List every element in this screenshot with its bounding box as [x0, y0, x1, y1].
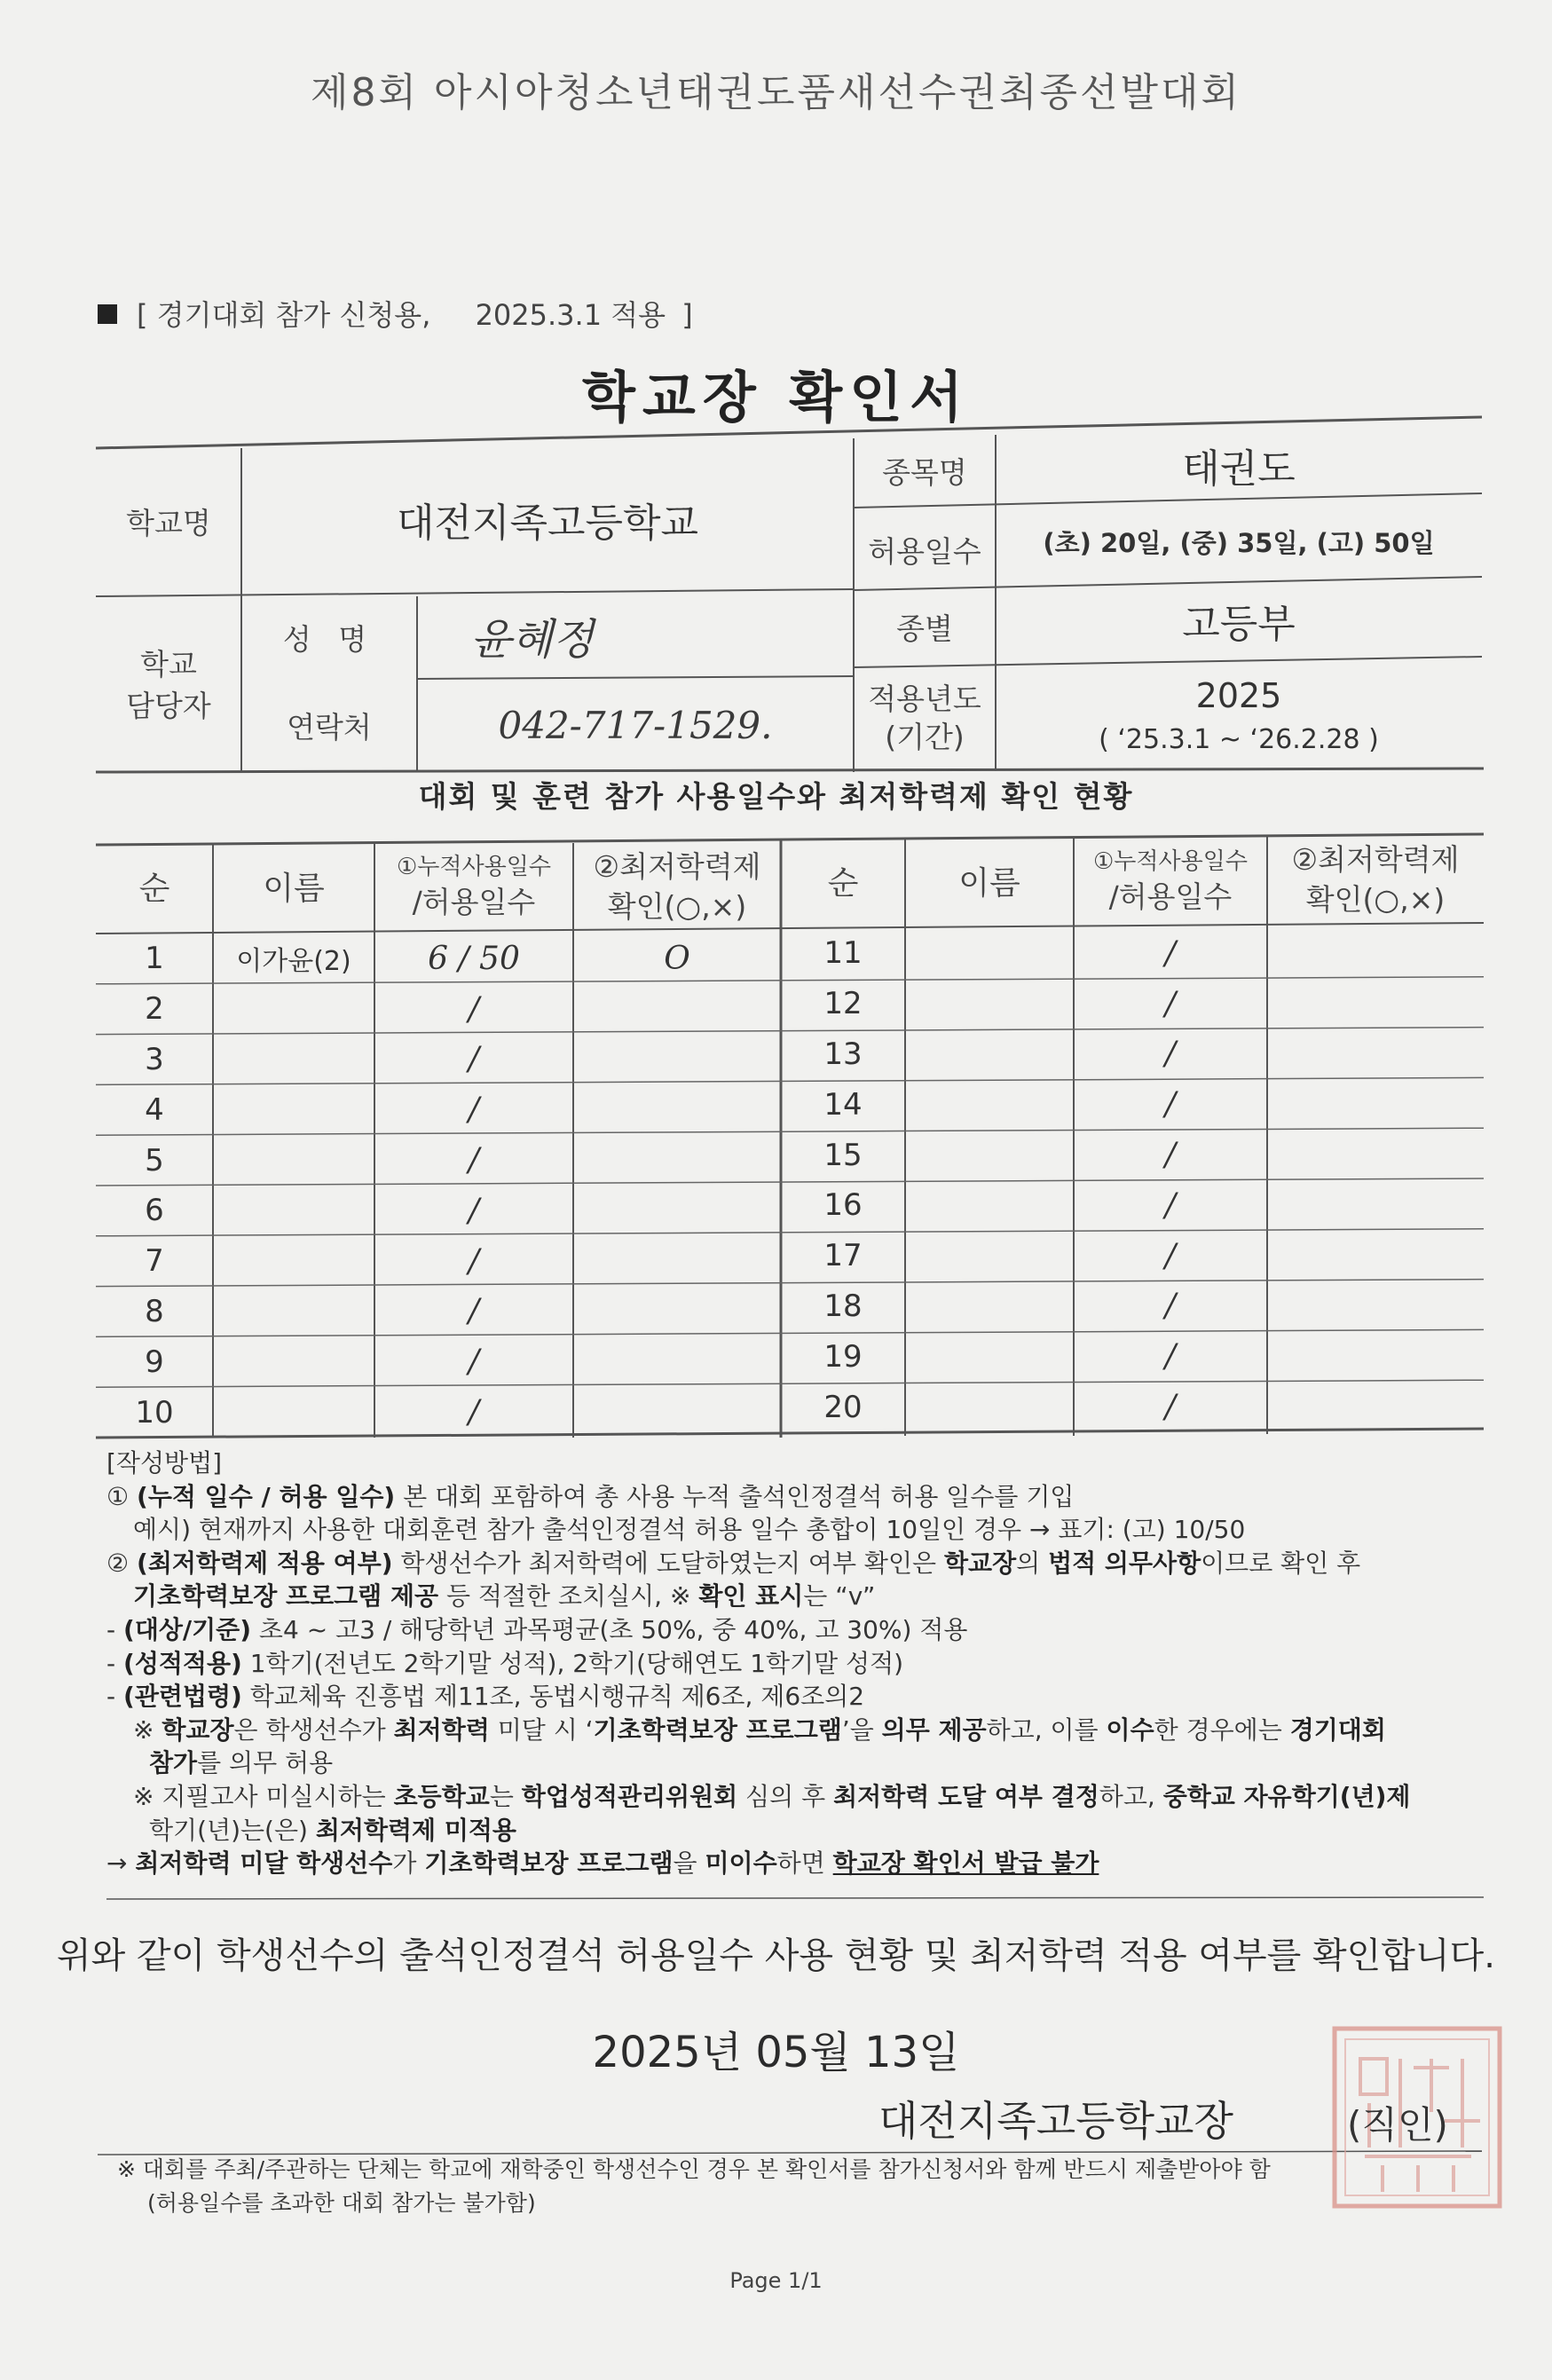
col-header-name-right: 이름 [958, 864, 1020, 902]
row-student-name [213, 1236, 374, 1287]
row-min-achievement [573, 1336, 781, 1387]
form-note-prefix: [ 경기대회 참가 신청용, [137, 298, 431, 332]
row-min-achievement [1267, 1382, 1484, 1432]
row-number: 10 [135, 1394, 174, 1430]
row-number: 2 [145, 991, 164, 1028]
row-student-name [213, 1035, 374, 1085]
row-number: 13 [823, 1036, 863, 1072]
row-student-name [213, 1387, 374, 1438]
row-number: 11 [823, 935, 863, 972]
row-min-achievement [573, 984, 781, 1035]
school-manager-label-line2: 담당자 [126, 689, 211, 723]
col-header-no-right: 순 [827, 864, 859, 902]
row-number: 4 [145, 1091, 164, 1128]
footnote [117, 2153, 1271, 2219]
col-header-min-left-line1: ②최저학력제 [593, 849, 761, 885]
row-min-achievement [573, 1236, 781, 1287]
event-value: 태권도 [1182, 446, 1296, 492]
row-number: 15 [823, 1137, 863, 1173]
row-days-used: / [468, 990, 480, 1028]
row-days-used: / [1164, 985, 1177, 1022]
row-number: 5 [145, 1142, 164, 1178]
row-student-name [905, 1281, 1074, 1332]
document-title: 학교장 확인서 [582, 365, 970, 430]
row-student-name [213, 1084, 374, 1135]
row-student-name [905, 928, 1074, 979]
competition-title: 제8회 아시아청소년태권도품새선수권최종선발대회 [310, 70, 1242, 115]
instructions-line-4: 기초학력보장 프로그램 제공 등 적절한 조치실시, ※ 확인 표시는 “v” [133, 1581, 876, 1612]
row-days-used: / [1164, 1389, 1177, 1426]
row-student-name [905, 1180, 1074, 1231]
row-number: 17 [823, 1238, 863, 1274]
division-value: 고등부 [1182, 602, 1296, 647]
instructions-line-8: ※ 학교장은 학생선수가 최저학력 미달 시 ‘기초학력보장 프로그램’을 의무 제공하고, 이를 이수한 경우에는 경기대회 [133, 1714, 1386, 1745]
instructions-line-12: → 최저학력 미달 학생선수가 기초학력보장 프로그램을 미이수하면 학교장 확인서 발급 불가 [106, 1848, 1099, 1879]
col-header-no-left: 순 [138, 870, 170, 907]
applicable-period: ( ‘25.3.1 ~ ‘26.2.28 ) [1099, 723, 1379, 755]
row-student-name [905, 1231, 1074, 1281]
applicable-year: 2025 [1195, 675, 1282, 715]
row-min-achievement [573, 1387, 781, 1438]
school-name-value: 대전지족고등학교 [396, 500, 699, 546]
principal-title: 대전지족고등학교장 [878, 2097, 1233, 2145]
row-student-name [905, 1079, 1074, 1130]
row-student-name [213, 1135, 374, 1186]
manager-name-value: 윤혜정 [470, 614, 595, 665]
col-header-min-right-line1: ②최저학력제 [1291, 842, 1460, 878]
row-student-name [213, 1287, 374, 1337]
col-header-days-left-line1: ①누적사용일수 [396, 854, 551, 881]
manager-name-label: 성 명 [282, 621, 376, 657]
row-number: 19 [823, 1338, 863, 1375]
footnote-line-1: ※ 대회를 주최/주관하는 단체는 학교에 재학중인 학생선수인 경우 본 확인서를 참가신청서와 함께 반드시 제출받아야 함 [117, 2156, 1271, 2182]
seal-label: (직인) [1347, 2103, 1448, 2147]
instructions-line-6: - (성적적용) 1학기(전년도 2학기말 성적), 2학기(당해연도 1학기말 성적) [106, 1648, 904, 1678]
allowed-days-value: (초) 20일, (중) 35일, (고) 50일 [1043, 527, 1435, 558]
confirmation-statement: 위와 같이 학생선수의 출석인정결석 허용일수 사용 현황 및 최저학력 적용 여부를 확인합니다. [57, 1935, 1495, 1976]
row-days-used: / [468, 1394, 480, 1431]
row-days-used: / [468, 1192, 480, 1229]
division-label: 종별 [896, 611, 953, 646]
row-student-name [905, 1331, 1074, 1382]
writing-instructions [106, 1448, 1491, 1882]
allowed-days-label: 허용일수 [868, 533, 981, 569]
row-days-used: / [468, 1041, 480, 1078]
row-min-achievement [573, 1186, 781, 1236]
row-days-used: / [1164, 1338, 1177, 1375]
row-min-achievement [1267, 1180, 1484, 1231]
instructions-line-5: - (대상/기준) 초4 ~ 고3 / 해당학년 과목평균(초 50%, 중 40%, 고 30%) 적용 [106, 1614, 968, 1644]
row-number: 1 [145, 941, 164, 977]
contact-label: 연락처 [287, 709, 372, 745]
instructions-line-3: ② (최저학력제 적용 여부) 학생선수가 최저학력에 도달하였는지 여부 확인은 학교장의 법적 의무사항이므로 확인 후 [106, 1548, 1361, 1578]
col-header-min-left-line2: 확인(○,×) [607, 889, 747, 924]
row-days-used: / [1164, 1186, 1177, 1224]
row-number: 3 [145, 1041, 164, 1077]
row-student-name [213, 1186, 374, 1236]
row-days-used: / [1164, 934, 1177, 972]
applicable-year-value [996, 664, 1482, 767]
row-days-used: / [468, 1293, 480, 1330]
col-header-name-left: 이름 [263, 870, 325, 907]
row-min-achievement [573, 1135, 781, 1186]
row-min-achievement: O [664, 940, 690, 977]
applicable-year-label [854, 669, 996, 768]
applicable-year-label-line1: 적용년도 [868, 682, 981, 717]
row-min-achievement [573, 1084, 781, 1135]
row-number: 14 [823, 1086, 863, 1123]
row-min-achievement [1267, 1029, 1484, 1080]
event-label: 종목명 [882, 454, 967, 490]
row-number: 8 [145, 1293, 164, 1329]
section-title: 대회 및 훈련 참가 사용일수와 최저학력제 확인 현황 [418, 779, 1134, 814]
instructions-line-10: ※ 지필고사 미실시하는 초등학교는 학업성적관리위원회 심의 후 최저학력 도달 여부 결정하고, 중학교 자유학기(년)제 [133, 1781, 1411, 1811]
col-header-min-right [1267, 836, 1484, 925]
col-header-min-left [573, 843, 781, 932]
row-min-achievement [1267, 1281, 1484, 1332]
row-days-used: / [1164, 1036, 1177, 1073]
row-days-used: / [1164, 1288, 1177, 1325]
row-min-achievement [1267, 928, 1484, 979]
instructions-heading: [작성방법] [106, 1448, 223, 1478]
form-note-suffix: ] [681, 298, 693, 332]
col-header-days-left [374, 843, 573, 932]
row-min-achievement [573, 1035, 781, 1085]
row-number: 7 [145, 1243, 164, 1280]
row-number: 12 [823, 986, 863, 1022]
school-manager-label-line1: 학교 [140, 647, 197, 682]
instructions-line-1: ① (누적 일수 / 허용 일수) 본 대회 포함하여 총 사용 누적 출석인정결석 허용 일수를 기입 [106, 1481, 1075, 1511]
applicable-year-label-line2: (기간) [885, 720, 965, 754]
contact-value: 042-717-1529. [498, 703, 773, 747]
row-min-achievement [573, 1287, 781, 1337]
row-min-achievement [1267, 1231, 1484, 1281]
row-days-used: / [1164, 1137, 1177, 1174]
instructions-line-9: 참가를 의무 허용 [149, 1748, 334, 1778]
col-header-days-left-line2: /허용일수 [412, 885, 536, 920]
row-student-name [905, 979, 1074, 1029]
row-days-used: / [468, 1091, 480, 1129]
row-days-used: / [468, 1142, 480, 1179]
instructions-line-7: - (관련법령) 학교체육 진흥법 제11조, 동법시행규칙 제6조, 제6조의2 [106, 1682, 865, 1712]
row-number: 9 [145, 1344, 164, 1380]
footnote-line-2: (허용일수를 초과한 대회 참가는 불가함) [147, 2189, 536, 2216]
school-name-label: 학교명 [126, 506, 211, 540]
school-manager-label [96, 596, 241, 770]
row-days-used: 6 / 50 [428, 940, 520, 977]
row-days-used: / [1164, 1086, 1177, 1123]
row-min-achievement [1267, 1130, 1484, 1180]
row-days-used: / [1164, 1237, 1177, 1274]
row-student-name [905, 1130, 1074, 1180]
instructions-line-11: 학기(년)는(은) 최저학력제 미적용 [149, 1815, 516, 1845]
page-number: Page 1/1 [729, 2268, 823, 2293]
row-student-name: 이가윤(2) [236, 946, 351, 978]
row-student-name [213, 984, 374, 1035]
form-note-date: 2025.3.1 적용 [475, 298, 666, 332]
col-header-days-right-line1: ①누적사용일수 [1092, 848, 1248, 876]
row-min-achievement [1267, 1079, 1484, 1130]
row-number: 20 [823, 1389, 863, 1425]
row-student-name [905, 1382, 1074, 1432]
row-student-name [905, 1029, 1074, 1080]
row-days-used: / [468, 1242, 480, 1280]
col-header-min-right-line2: 확인(○,×) [1305, 882, 1446, 917]
instructions-line-2: 예시) 현재까지 사용한 대회훈련 참가 출석인정결석 허용 일수 총합이 10일인 경우 → 표기: (고) 10/50 [133, 1515, 1246, 1545]
col-header-days-right-line2: /허용일수 [1108, 879, 1233, 915]
issue-date: 2025년 05월 13일 [592, 2028, 960, 2077]
row-days-used: / [468, 1344, 480, 1381]
row-student-name [213, 1336, 374, 1387]
row-min-achievement [1267, 1331, 1484, 1382]
row-min-achievement [1267, 979, 1484, 1029]
col-header-days-right [1074, 838, 1267, 926]
row-number: 16 [823, 1187, 863, 1224]
row-number: 18 [823, 1288, 863, 1324]
row-number: 6 [145, 1193, 164, 1229]
